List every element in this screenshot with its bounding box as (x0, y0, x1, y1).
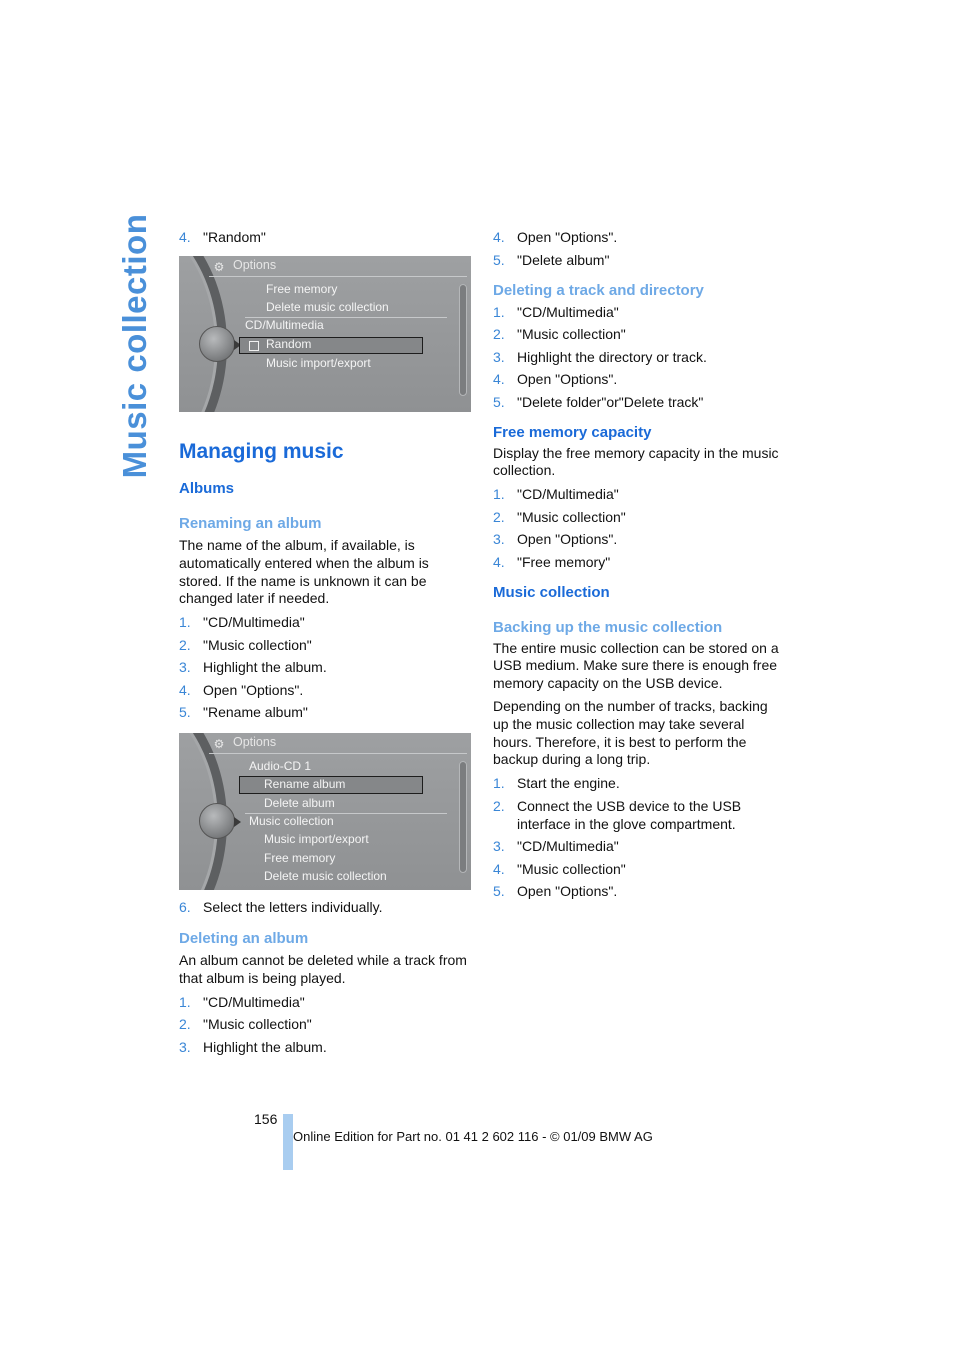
step-text: Open "Options". (203, 681, 304, 698)
list-item (493, 348, 785, 366)
menu-item: Delete music collection (264, 869, 387, 884)
menu-item: Audio-CD 1 (249, 759, 312, 774)
section-heading: Managing music (179, 440, 344, 463)
page-number: 156 (254, 1111, 278, 1127)
step-text: "CD/Multimedia" (517, 486, 619, 503)
divider (209, 753, 467, 754)
step-text: Open "Options". (517, 883, 618, 900)
step-number: 1. (179, 614, 191, 631)
subsection-heading: Music collection (493, 583, 610, 601)
chapter-title-text: Music collection (116, 213, 153, 479)
paragraph: An album cannot be deleted while a track from that album is being played. (179, 952, 467, 986)
list-item (179, 993, 471, 1011)
step-number: 3. (179, 659, 191, 676)
subsection-heading: Albums (179, 480, 235, 497)
step-text: Select the letters individually. (203, 899, 383, 916)
step-text: "CD/Multimedia" (517, 303, 619, 320)
topic-heading: Deleting an album (179, 930, 309, 948)
step-number: 3. (493, 348, 505, 365)
edition-notice: Online Edition for Part no. 01 41 2 602 116 - © 01/09 BMW AG (293, 1129, 653, 1144)
options-icon: ⚙ (213, 260, 225, 274)
list-item (493, 837, 785, 855)
chapter-side-title (113, 213, 157, 479)
step-number: 4. (493, 860, 505, 877)
list-item (493, 553, 785, 571)
menu-item: Delete music collection (266, 300, 389, 314)
step-text: "Random" (203, 229, 266, 245)
controller-knob-icon (199, 326, 235, 362)
step-number: 5. (493, 883, 505, 900)
divider (209, 276, 467, 277)
step-number: 6. (179, 899, 191, 916)
step-number: 5. (179, 704, 191, 721)
list-item (179, 1038, 471, 1056)
checkbox-icon (249, 341, 259, 351)
step-text: "Rename album" (203, 704, 308, 721)
list-item (493, 251, 785, 269)
idrive-screenshot-random (179, 256, 471, 412)
step-number: 1. (493, 775, 505, 792)
step-number: 4. (179, 229, 191, 245)
step-number: 5. (493, 393, 505, 410)
step-text: "Music collection" (517, 860, 626, 877)
left-column (179, 228, 471, 1060)
menu-item-selected: Random (266, 337, 312, 351)
menu-item-selected: Rename album (264, 777, 346, 792)
step-text: Highlight the album. (203, 1038, 327, 1055)
step-text: Highlight the album. (203, 659, 327, 676)
step-text: "Delete album" (517, 251, 610, 268)
list-item (493, 882, 785, 900)
pointer-arrow-icon (234, 817, 241, 827)
idrive-screenshot-rename-album (179, 733, 471, 890)
list-item (493, 508, 785, 526)
step-text: Highlight the directory or track. (517, 348, 707, 365)
list-item (493, 860, 785, 878)
step-text: Open "Options". (517, 229, 618, 245)
step-text: "CD/Multimedia" (517, 838, 619, 855)
screen-header: Options (233, 258, 277, 272)
step-text: Open "Options". (517, 531, 618, 548)
list-item (493, 325, 785, 343)
step-text: "Free memory" (517, 553, 611, 570)
screen-scrollbar (459, 761, 467, 873)
step-text: "CD/Multimedia" (203, 993, 305, 1010)
screen-header: Options (233, 735, 277, 750)
list-item (493, 303, 785, 321)
list-item (493, 774, 785, 792)
screen-scrollbar (459, 284, 467, 396)
step-text: Open "Options". (517, 371, 618, 387)
footer-accent-bar (283, 1114, 293, 1170)
menu-item: Music import/export (266, 356, 371, 370)
step-number: 4. (493, 553, 505, 570)
list-item (493, 485, 785, 503)
list-item (493, 228, 785, 246)
topic-heading: Renaming an album (179, 515, 322, 532)
list-item (179, 681, 471, 699)
step-text: Start the engine. (517, 775, 620, 792)
right-column (493, 228, 785, 905)
list-item (179, 898, 471, 916)
step-number: 3. (493, 838, 505, 855)
list-item (179, 228, 471, 246)
step-text: "Music collection" (517, 326, 626, 342)
topic-heading: Backing up the music collection (493, 618, 723, 636)
step-number: 4. (493, 371, 505, 387)
paragraph: The name of the album, if available, is automatically entered when the album is stored. If the name is unknown it can be changed later if needed. (179, 537, 429, 607)
paragraph: The entire music collection can be stored on a USB medium. Make sure there is enough free memory capacity on the USB device. (493, 639, 779, 692)
controller-knob-icon (199, 803, 235, 839)
step-number: 4. (179, 681, 191, 698)
step-number: 2. (493, 797, 505, 814)
list-item (493, 530, 785, 548)
step-number: 1. (493, 303, 505, 320)
step-number: 4. (493, 229, 505, 245)
step-text: "Music collection" (203, 1016, 312, 1033)
menu-item: Delete album (264, 796, 335, 811)
list-item (179, 636, 471, 654)
topic-heading: Deleting a track and directory (493, 281, 704, 299)
subsection-heading: Free memory capacity (493, 423, 652, 441)
step-text: "Music collection" (517, 508, 626, 525)
list-item (179, 1015, 471, 1033)
menu-item: Free memory (266, 282, 338, 296)
list-item (179, 703, 471, 721)
paragraph: Display the free memory capacity in the music collection. (493, 444, 779, 479)
paragraph: Depending on the number of tracks, backing up the music collection may take several hours. Therefore, it is best to perform the backup during a long trip. (493, 697, 768, 768)
step-number: 2. (493, 326, 505, 342)
menu-item: CD/Multimedia (245, 318, 324, 332)
menu-item: Music collection (249, 814, 334, 829)
step-number: 2. (179, 636, 191, 653)
list-item (179, 658, 471, 676)
step-number: 1. (179, 993, 191, 1010)
list-item (493, 370, 785, 388)
list-item (493, 393, 785, 411)
menu-item: Music import/export (264, 832, 369, 847)
step-number: 3. (179, 1038, 191, 1055)
step-text: "Music collection" (203, 636, 312, 653)
options-icon: ⚙ (213, 737, 225, 752)
step-text: "CD/Multimedia" (203, 614, 305, 631)
step-number: 2. (493, 508, 505, 525)
step-number: 2. (179, 1016, 191, 1033)
step-number: 1. (493, 486, 505, 503)
step-text: "Delete folder"or"Delete track" (517, 393, 704, 410)
list-item (179, 613, 471, 631)
list-item (493, 797, 785, 833)
step-number: 3. (493, 531, 505, 548)
step-number: 5. (493, 251, 505, 268)
step-text: Connect the USB device to the USB interface in the glove compartment. (517, 797, 742, 832)
menu-item: Free memory (264, 851, 336, 866)
